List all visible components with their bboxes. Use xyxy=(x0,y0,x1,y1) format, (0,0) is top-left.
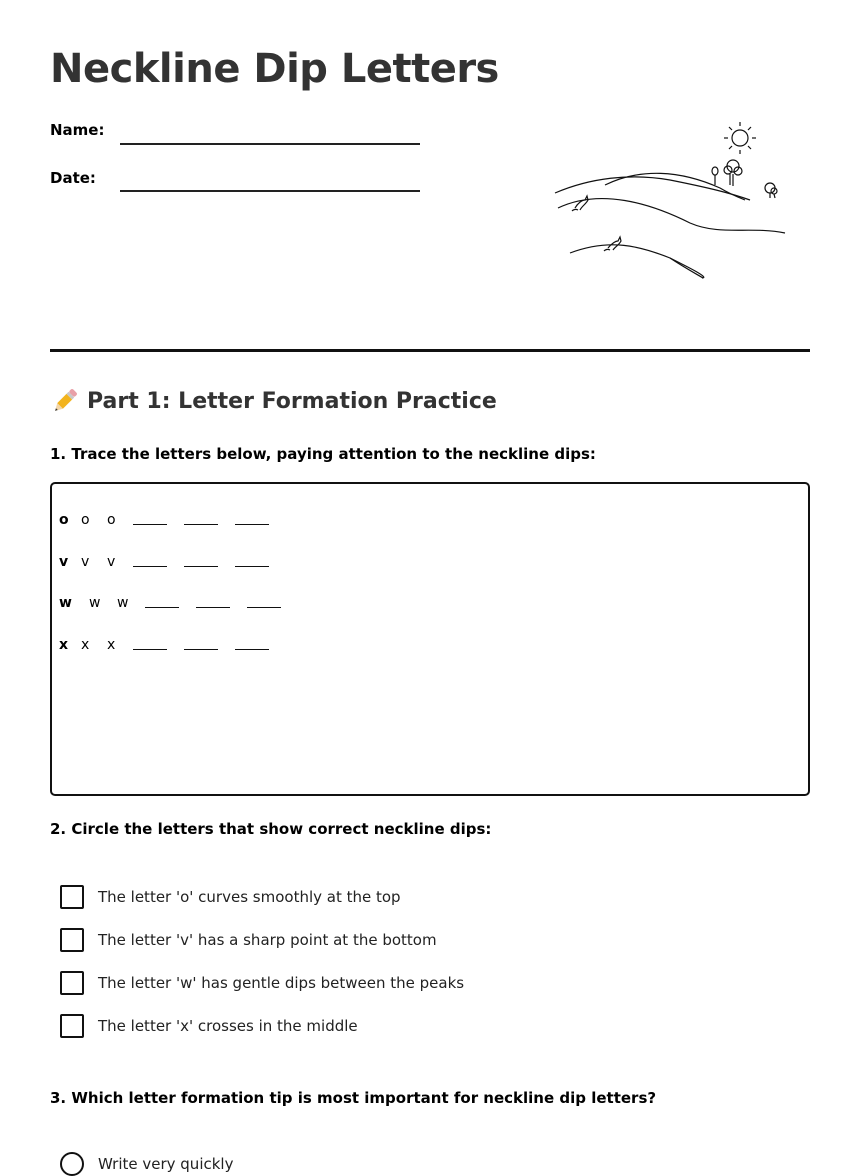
checkbox-item xyxy=(60,928,437,952)
checkbox[interactable] xyxy=(60,1014,84,1038)
blank-line[interactable] xyxy=(196,606,230,608)
trace-letter: v xyxy=(107,554,116,570)
blank-line[interactable] xyxy=(184,648,218,650)
trace-row xyxy=(59,595,298,611)
trace-letter: x xyxy=(81,637,90,653)
checkbox-item xyxy=(60,971,464,995)
blank-line[interactable] xyxy=(145,606,179,608)
radio-button[interactable] xyxy=(60,1152,84,1176)
date-label: Date: xyxy=(50,169,96,187)
model-letter: v xyxy=(59,554,69,570)
trace-row xyxy=(59,554,286,570)
date-field[interactable] xyxy=(120,190,420,192)
trace-row xyxy=(59,512,286,528)
trace-letter: w xyxy=(89,595,101,611)
checkbox[interactable] xyxy=(60,928,84,952)
blank-line[interactable] xyxy=(184,523,218,525)
blank-line[interactable] xyxy=(133,523,167,525)
blank-line[interactable] xyxy=(235,648,269,650)
trace-letter: x xyxy=(107,637,116,653)
kangaroo-icon xyxy=(604,237,621,251)
model-letter: o xyxy=(59,512,69,528)
blank-line[interactable] xyxy=(235,523,269,525)
landscape-illustration xyxy=(550,118,790,288)
model-letter: w xyxy=(59,595,72,611)
checkbox-label: The letter 'w' has gentle dips between the peaks xyxy=(98,974,465,992)
question-3: 3. Which letter formation tip is most important for neckline dip letters? xyxy=(50,1089,657,1107)
part1-heading-text: Part 1: Letter Formation Practice xyxy=(87,388,497,414)
trace-row xyxy=(59,637,286,653)
blank-line[interactable] xyxy=(247,606,281,608)
name-label: Name: xyxy=(50,121,105,139)
model-letter: x xyxy=(59,637,69,653)
page-title: Neckline Dip Letters xyxy=(50,46,499,92)
checkbox[interactable] xyxy=(60,971,84,995)
checkbox-item xyxy=(60,1014,358,1038)
trace-letter: v xyxy=(81,554,90,570)
tracing-area[interactable] xyxy=(50,482,810,796)
name-field[interactable] xyxy=(120,143,420,145)
tree-icon xyxy=(712,160,742,186)
kangaroo-icon xyxy=(572,196,588,211)
checkbox-label: The letter 'o' curves smoothly at the top xyxy=(98,888,401,906)
question-1: 1. Trace the letters below, paying attention to the neckline dips: xyxy=(50,445,596,463)
trace-letter: w xyxy=(117,595,129,611)
question-2: 2. Circle the letters that show correct neckline dips: xyxy=(50,820,492,838)
radio-label: Write very quickly xyxy=(98,1155,234,1173)
section-divider xyxy=(50,349,810,352)
blank-line[interactable] xyxy=(133,565,167,567)
sun-icon xyxy=(724,122,756,154)
radio-item xyxy=(60,1152,233,1176)
checkbox-label: The letter 'x' crosses in the middle xyxy=(98,1017,358,1035)
pencil-icon xyxy=(50,386,80,416)
checkbox-item xyxy=(60,885,401,909)
trace-letter: o xyxy=(81,512,90,528)
part1-heading xyxy=(50,386,497,416)
blank-line[interactable] xyxy=(133,648,167,650)
checkbox-label: The letter 'v' has a sharp point at the bottom xyxy=(98,931,437,949)
blank-line[interactable] xyxy=(235,565,269,567)
tree-icon xyxy=(765,183,777,198)
checkbox[interactable] xyxy=(60,885,84,909)
trace-letter: o xyxy=(107,512,116,528)
blank-line[interactable] xyxy=(184,565,218,567)
